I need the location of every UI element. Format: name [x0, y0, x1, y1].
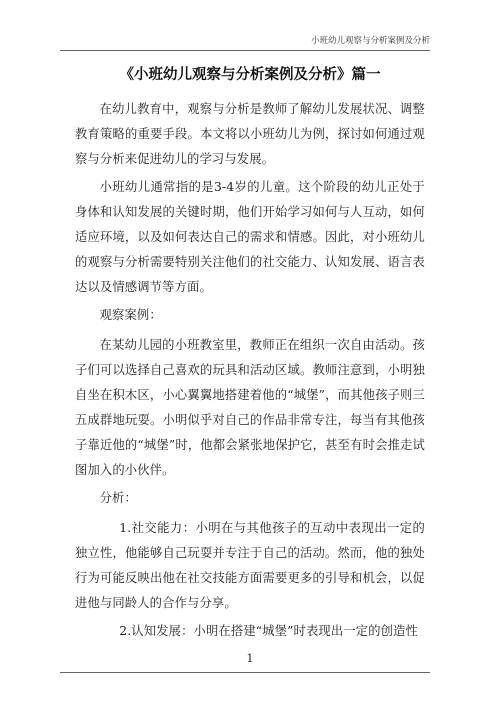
analysis-item-social: 1.社交能力：小明在与其他孩子的互动中表现出一定的独立性，他能够自己玩耍并专注于自己的活动。然而，他的独处行为可能反映出他在社交技能方面需要更多的引导和机会，以促进他与同龄人的合作与分享。 [75, 521, 425, 610]
observation-case-heading: 观察案例： [99, 308, 162, 322]
footer-rule [60, 672, 430, 673]
analysis-item-cognitive: 2.认知发展：小明在搭建“城堡”时表现出一定的创造性 [119, 624, 419, 638]
paragraph-observation-case: 在某幼儿园的小班教室里，教师正在组织一次自由活动。孩子们可以选择自己喜欢的玩具和活动区域。教师注意到，小明独自坐在积木区，小心翼翼地搭建着他的“城堡”，而其他孩子则三五成群地玩耍。小明似乎对自己的作品非常专注，每当有其他孩子靠近他的“城堡”时，他都会紧张地保护它，甚至有时会推走试图加入的小伙伴。 [75, 338, 425, 477]
running-header: 小班幼儿观察与分析案例及分析 [60, 34, 430, 51]
paragraph-background: 小班幼儿通常指的是3-4岁的儿童。这个阶段的幼儿正处于身体和认知发展的关键时期，他们开始学习如何与人互动，如何适应环境，以及如何表达自己的需求和情感。因此，对小班幼儿的观察与分析需要特别关注他们的社交能力、认知发展、语言表达以及情感调节等方面。 [75, 180, 425, 294]
document-body [75, 97, 425, 647]
paragraph-intro: 在幼儿教育中，观察与分析是教师了解幼儿发展状况、调整教育策略的重要手段。本文将以小班幼儿为例，探讨如何通过观察与分析来促进幼儿的学习与发展。 [75, 102, 425, 166]
page-number: 1 [246, 652, 254, 665]
analysis-heading: 分析： [99, 491, 137, 505]
document-title: 《小班幼儿观察与分析案例及分析》篇一 [119, 67, 381, 83]
